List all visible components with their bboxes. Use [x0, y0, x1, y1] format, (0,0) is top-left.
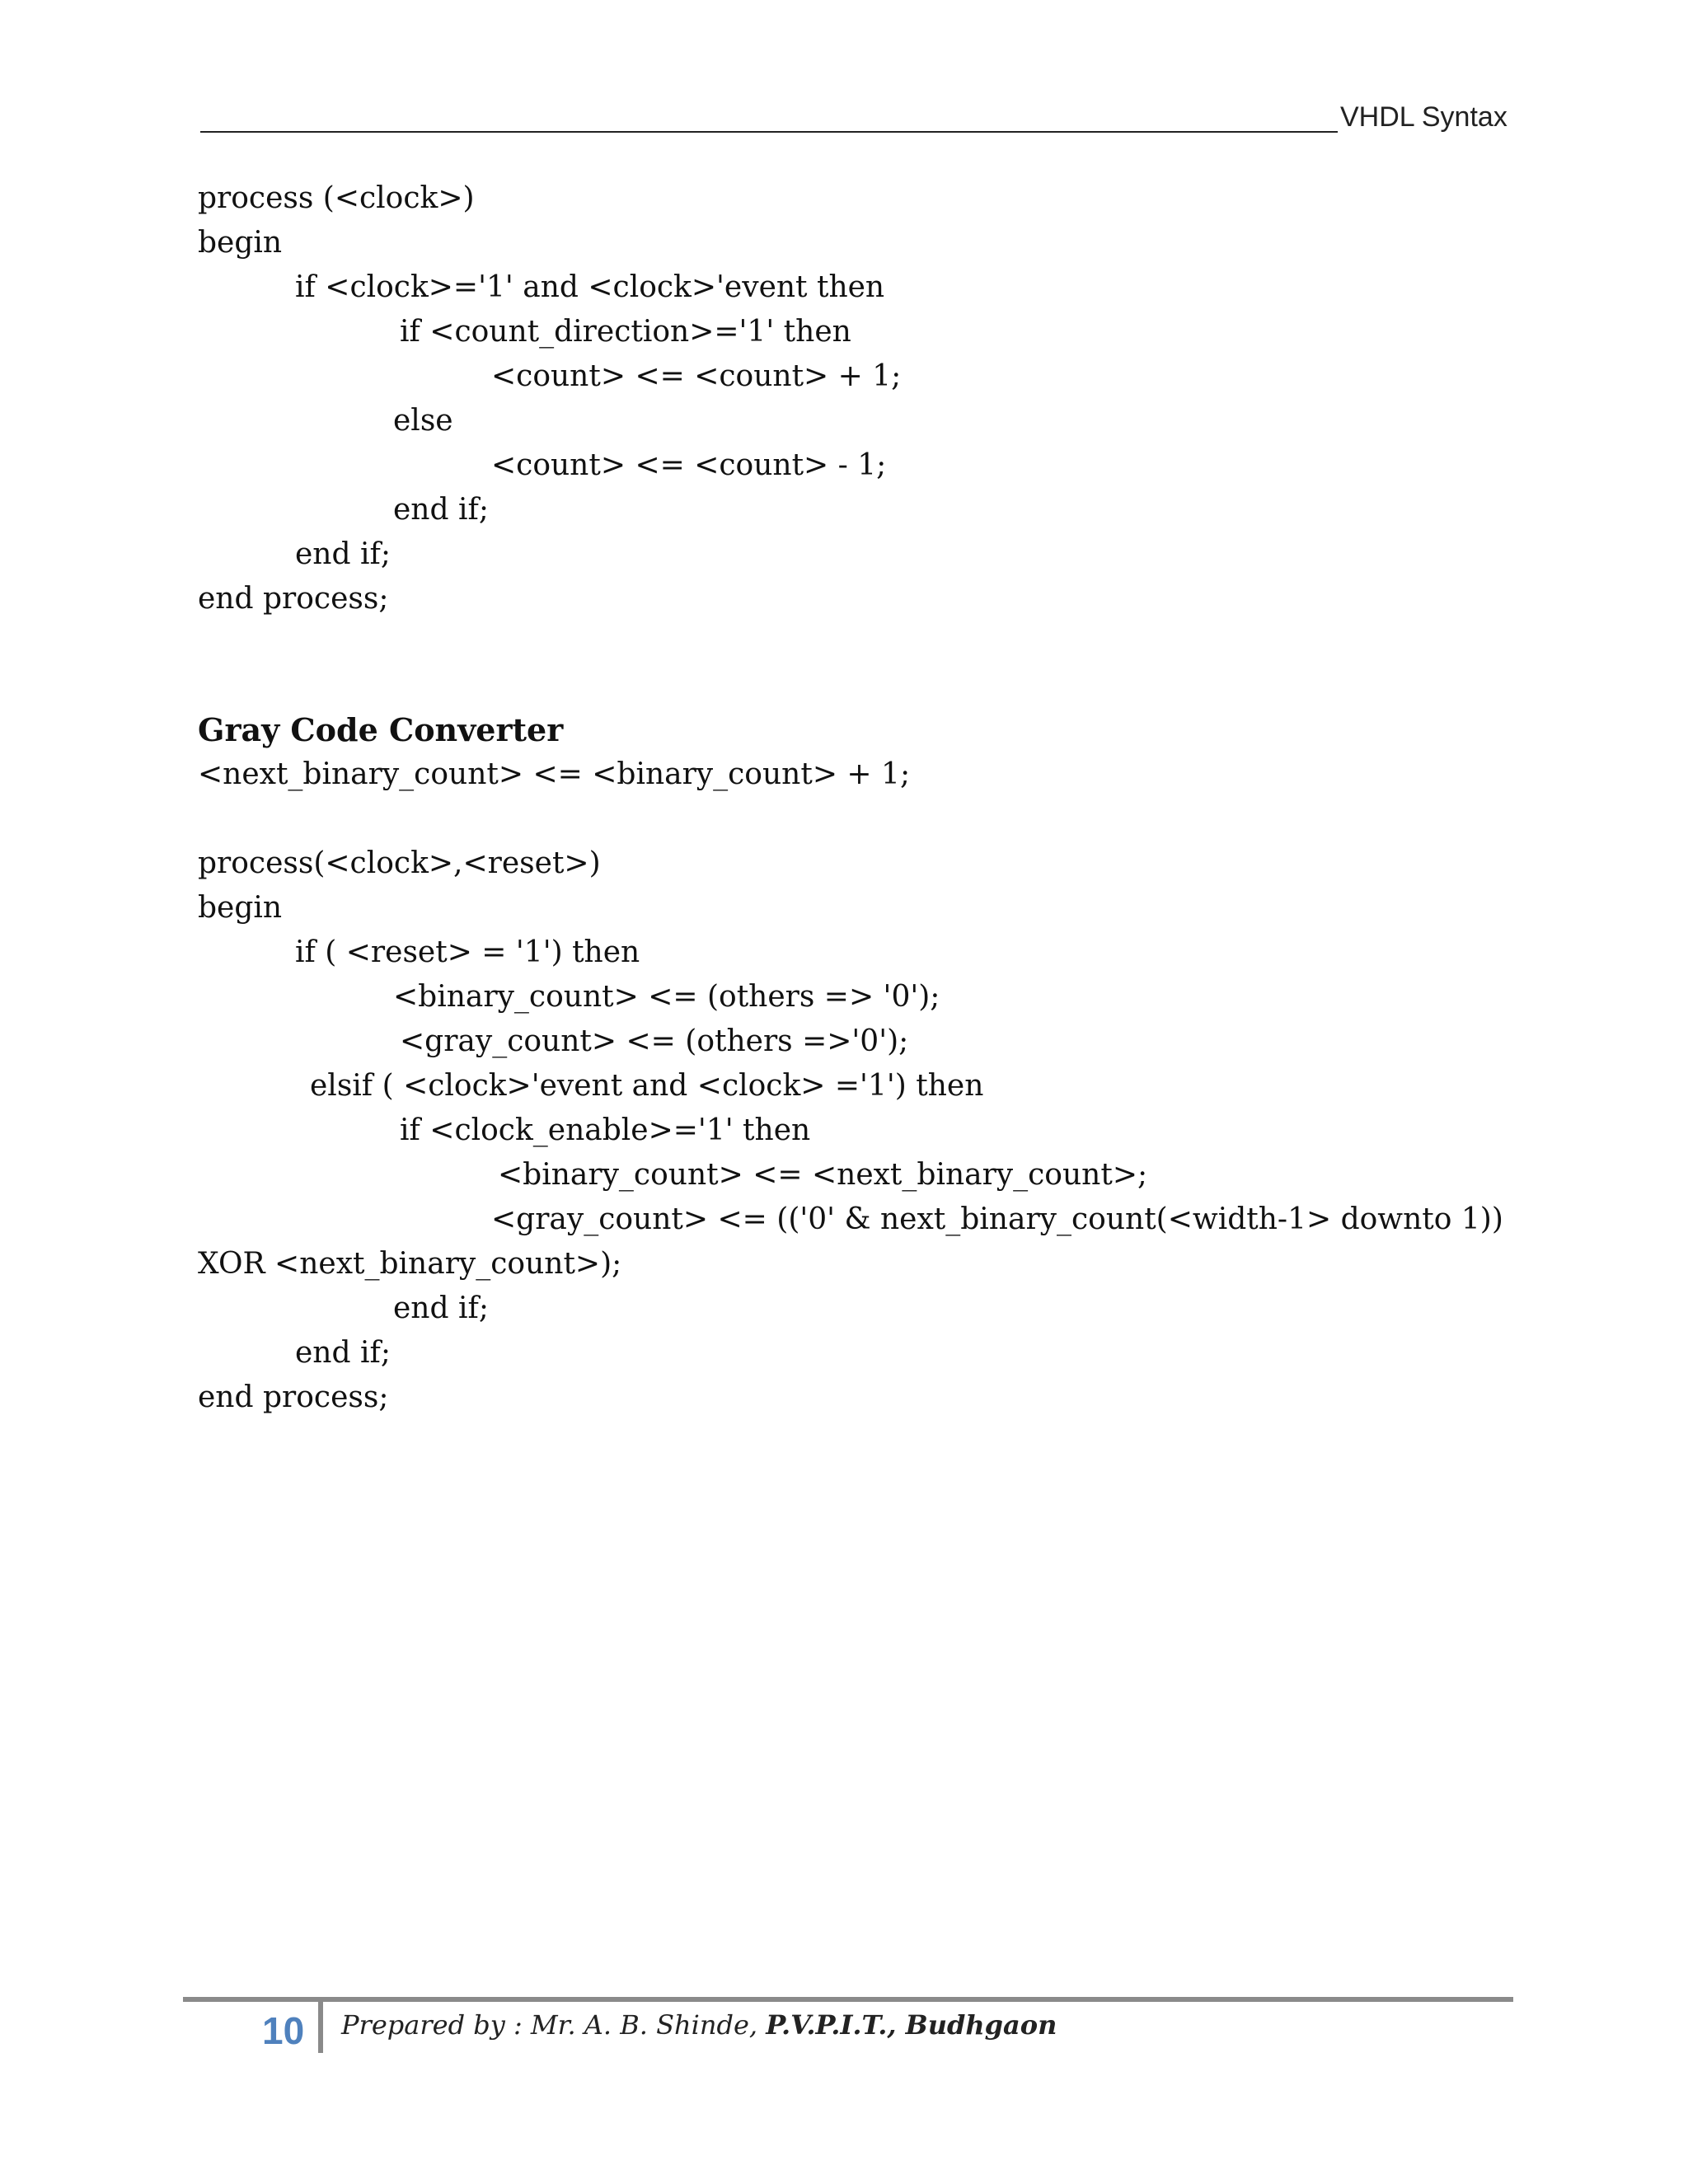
code-line: begin: [198, 891, 283, 925]
code-line: <gray_count> <= (others =>'0');: [400, 1024, 909, 1058]
footer-divider: [318, 2002, 323, 2053]
code-line: begin: [198, 226, 283, 260]
code-line: end process;: [198, 1380, 389, 1414]
code-line: if <clock_enable>='1' then: [400, 1113, 811, 1147]
footer-credit: [341, 2006, 1057, 2044]
section-heading: Gray Code Converter: [198, 711, 564, 748]
code-line: else: [393, 404, 453, 438]
code-line: elsif ( <clock>'event and <clock> ='1') then: [310, 1069, 984, 1103]
code-line: if ( <reset> = '1') then: [295, 935, 640, 969]
code-line: end if;: [393, 493, 489, 527]
code-line: end process;: [198, 582, 389, 616]
code-line: <gray_count> <= (('0' & next_binary_count(<width-1> downto 1)): [491, 1202, 1503, 1236]
code-line: process (<clock>): [198, 181, 475, 215]
code-line: end if;: [393, 1291, 489, 1325]
footer-prepared-by: Prepared by : Mr. A. B. Shinde,: [341, 2009, 758, 2041]
code-line: process(<clock>,<reset>): [198, 846, 601, 880]
code-line: <next_binary_count> <= <binary_count> + 1;: [198, 757, 911, 791]
page-number: 10: [262, 2009, 305, 2052]
code-line: <binary_count> <= (others => '0');: [393, 980, 940, 1014]
code-line: <count> <= <count> - 1;: [491, 448, 887, 482]
code-line: if <clock>='1' and <clock>'event then: [295, 270, 885, 304]
code-line: XOR <next_binary_count>);: [198, 1247, 622, 1281]
footer-institute: P.V.P.I.T., Budhgaon: [766, 2009, 1057, 2041]
code-line: if <count_direction>='1' then: [400, 315, 851, 349]
code-line: end if;: [295, 1336, 391, 1370]
page-header-title: VHDL Syntax: [1340, 101, 1507, 133]
header-rule: [200, 131, 1338, 133]
code-line: end if;: [295, 537, 391, 571]
code-line: <binary_count> <= <next_binary_count>;: [498, 1158, 1148, 1192]
code-line: <count> <= <count> + 1;: [491, 359, 902, 393]
footer-rule: [183, 1997, 1513, 2002]
